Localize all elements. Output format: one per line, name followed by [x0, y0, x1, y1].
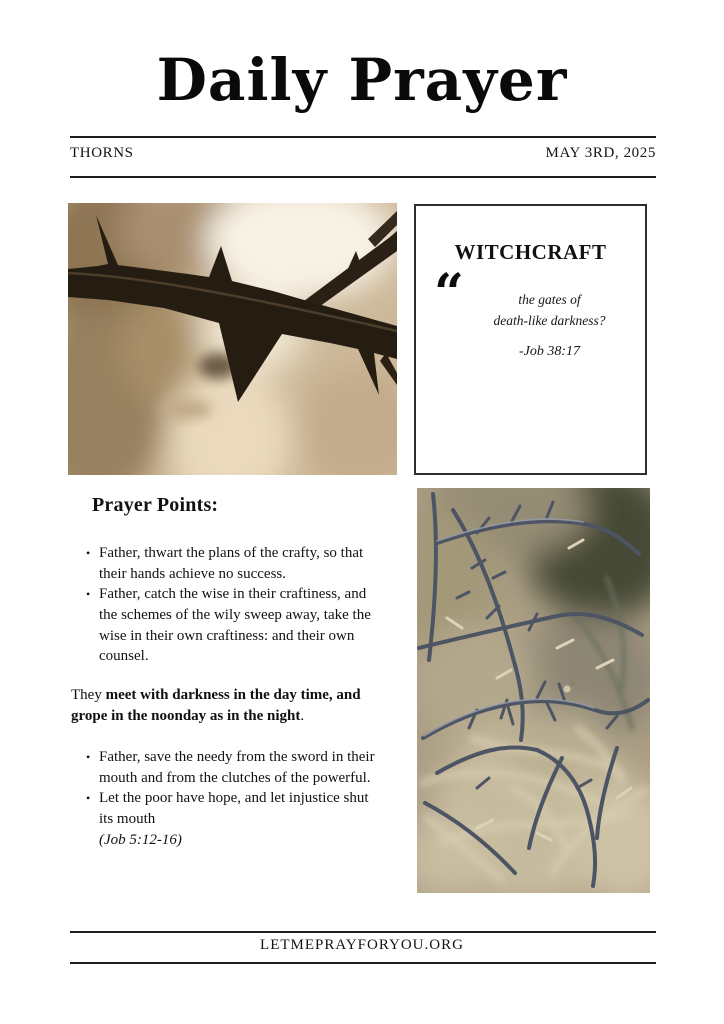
issue-date: MAY 3RD, 2025: [545, 145, 656, 161]
quote-attribution: -Job 38:17: [518, 344, 581, 359]
masthead-title: Daily Prayer: [156, 46, 568, 114]
footer-url[interactable]: LETMEPRAYFORYOU.ORG: [260, 937, 464, 953]
footer-rule-bottom: [70, 962, 656, 964]
list-item: • Let the poor have hope, and let injustice shut its mouth (Job 5:12-16): [85, 788, 383, 850]
edition-label: THORNS: [70, 145, 134, 161]
masthead-rule-bottom: [70, 176, 656, 178]
quote-line-2: death-like darkness?: [493, 312, 606, 328]
emphasis-bold-text: meet with darkness in the day time, and grope in the noonday as in the night: [71, 687, 361, 725]
prayer-bullets-bottom: [85, 747, 383, 850]
scripture-citation: (Job 5:12-16): [99, 831, 182, 848]
quote-line-1: the gates of: [518, 292, 581, 307]
masthead-rule-top: [70, 136, 656, 138]
thorn-bush-photo: [417, 488, 650, 893]
quote-card-title: WITCHCRAFT: [454, 240, 607, 264]
quote-card: [414, 204, 647, 475]
quote-icon: “: [434, 263, 464, 324]
masthead-row: [70, 145, 656, 162]
list-item: • Father, save the needy from the sword in their mouth and from the clutches of the powerful.: [85, 747, 383, 788]
quote-text: [462, 290, 637, 332]
list-item: • Father, thwart the plans of the crafty, so that their hands achieve no success.: [85, 543, 383, 584]
emphasis-paragraph: They meet with darkness in the day time, and grope in the noonday as in the night.: [71, 687, 361, 725]
prayer-points-heading: Prayer Points:: [92, 494, 219, 516]
list-item: • Father, catch the wise in their craftiness, and the schemes of the wily sweep away, take the wise in their own craftiness: and their own counsel.: [85, 584, 383, 667]
prayer-bullets-top: [85, 543, 383, 667]
footer-rule-top: [70, 931, 656, 933]
thorn-branch-photo: [68, 203, 397, 475]
